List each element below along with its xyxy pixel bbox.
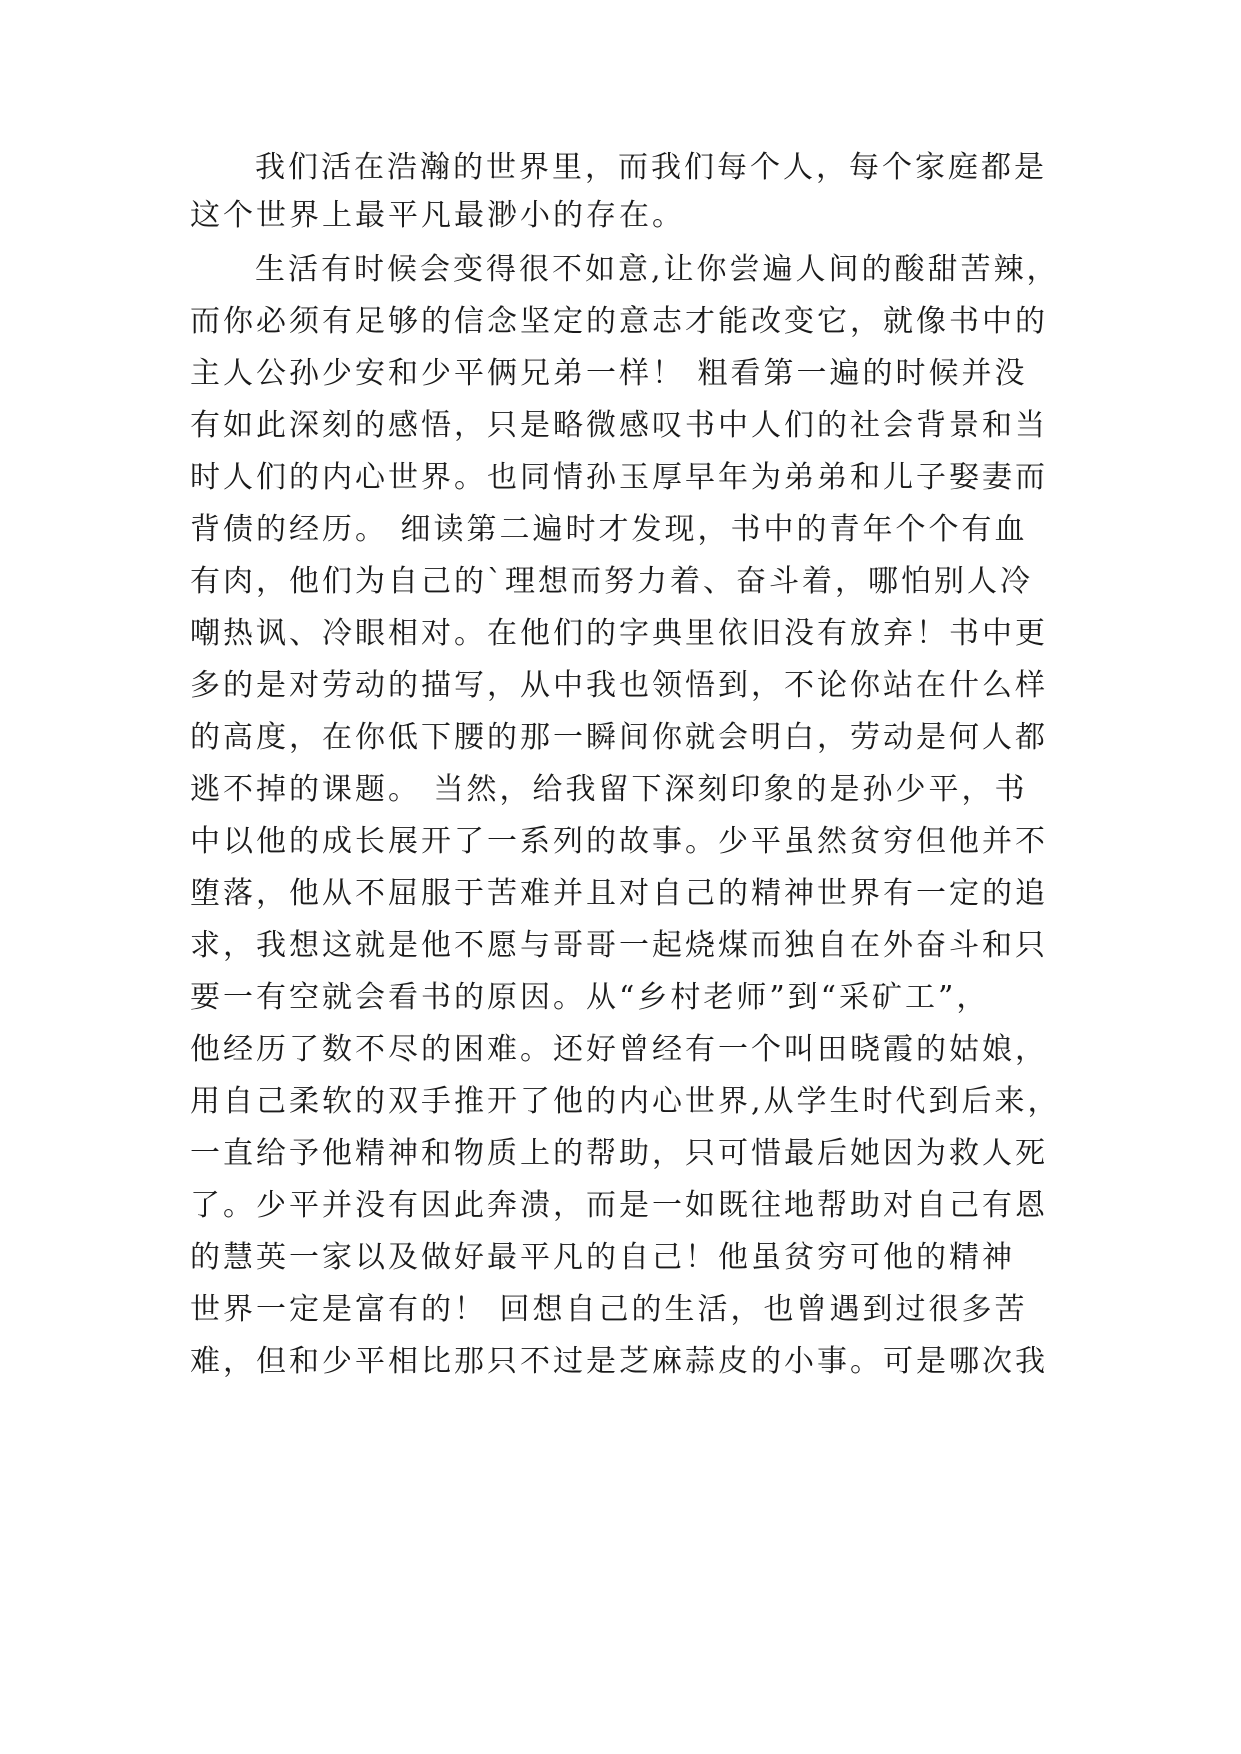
paragraph-2-line-7: 有肉，他们为自己的`理想而努力着、奋斗着，哪怕别人冷 [190, 564, 1033, 599]
paragraph-2-line-12: 中以他的成长展开了一系列的故事。少平虽然贫穷但他并不 [190, 824, 1048, 859]
paragraph-2-line-18: 一直给予他精神和物质上的帮助，只可惜最后她因为救人死 [190, 1136, 1048, 1171]
paragraph-2-line-3: 主人公孙少安和少平俩兄弟一样！ 粗看第一遍的时候并没 [190, 356, 1028, 391]
paragraph-2-line-19: 了。少平并没有因此奔溃，而是一如既往地帮助对自己有恩 [190, 1188, 1048, 1223]
paragraph-2-line-10: 的高度，在你低下腰的那一瞬间你就会明白，劳动是何人都 [190, 720, 1048, 755]
paragraph-2-line-16: 他经历了数不尽的困难。还好曾经有一个叫田晓霞的姑娘， [190, 1032, 1048, 1067]
paragraph-2-line-21: 世界一定是富有的！ 回想自己的生活，也曾遇到过很多苦 [190, 1292, 1028, 1327]
paragraph-2-line-4: 有如此深刻的感悟，只是略微感叹书中人们的社会背景和当 [190, 408, 1048, 443]
paragraph-2-line-2: 而你必须有足够的信念坚定的意志才能改变它，就像书中的 [190, 304, 1048, 339]
paragraph-2-line-6: 背债的经历。 细读第二遍时才发现，书中的青年个个有血 [190, 512, 1028, 547]
paragraph-1-line-1: 我们活在浩瀚的世界里，而我们每个人，每个家庭都是 [255, 150, 1047, 185]
paragraph-2-line-9: 多的是对劳动的描写，从中我也领悟到，不论你站在什么样 [190, 668, 1048, 703]
paragraph-2-line-22: 难，但和少平相比那只不过是芝麻蒜皮的小事。可是哪次我 [190, 1344, 1048, 1379]
paragraph-1-line-2: 这个世界上最平凡最渺小的存在。 [190, 198, 685, 233]
paragraph-2-line-17: 用自己柔软的双手推开了他的内心世界,从学生时代到后来， [190, 1084, 1061, 1119]
paragraph-2-line-5: 时人们的内心世界。也同情孙玉厚早年为弟弟和儿子娶妻而 [190, 460, 1048, 495]
paragraph-2-line-8: 嘲热讽、冷眼相对。在他们的字典里依旧没有放弃！书中更 [190, 616, 1048, 651]
paragraph-2-line-11: 逃不掉的课题。 当然，给我留下深刻印象的是孙少平，书 [190, 772, 1028, 807]
paragraph-2-line-20: 的慧英一家以及做好最平凡的自己！他虽贫穷可他的精神 [190, 1240, 1015, 1275]
paragraph-2-line-13: 堕落，他从不屈服于苦难并且对自己的精神世界有一定的追 [190, 876, 1048, 911]
paragraph-2-line-14: 求，我想这就是他不愿与哥哥一起烧煤而独自在外奋斗和只 [190, 928, 1048, 963]
paragraph-2-line-15: 要一有空就会看书的原因。从“乡村老师”到“采矿工”， [190, 980, 990, 1015]
paragraph-2-line-1: 生活有时候会变得很不如意,让你尝遍人间的酸甜苦辣， [255, 252, 1060, 287]
